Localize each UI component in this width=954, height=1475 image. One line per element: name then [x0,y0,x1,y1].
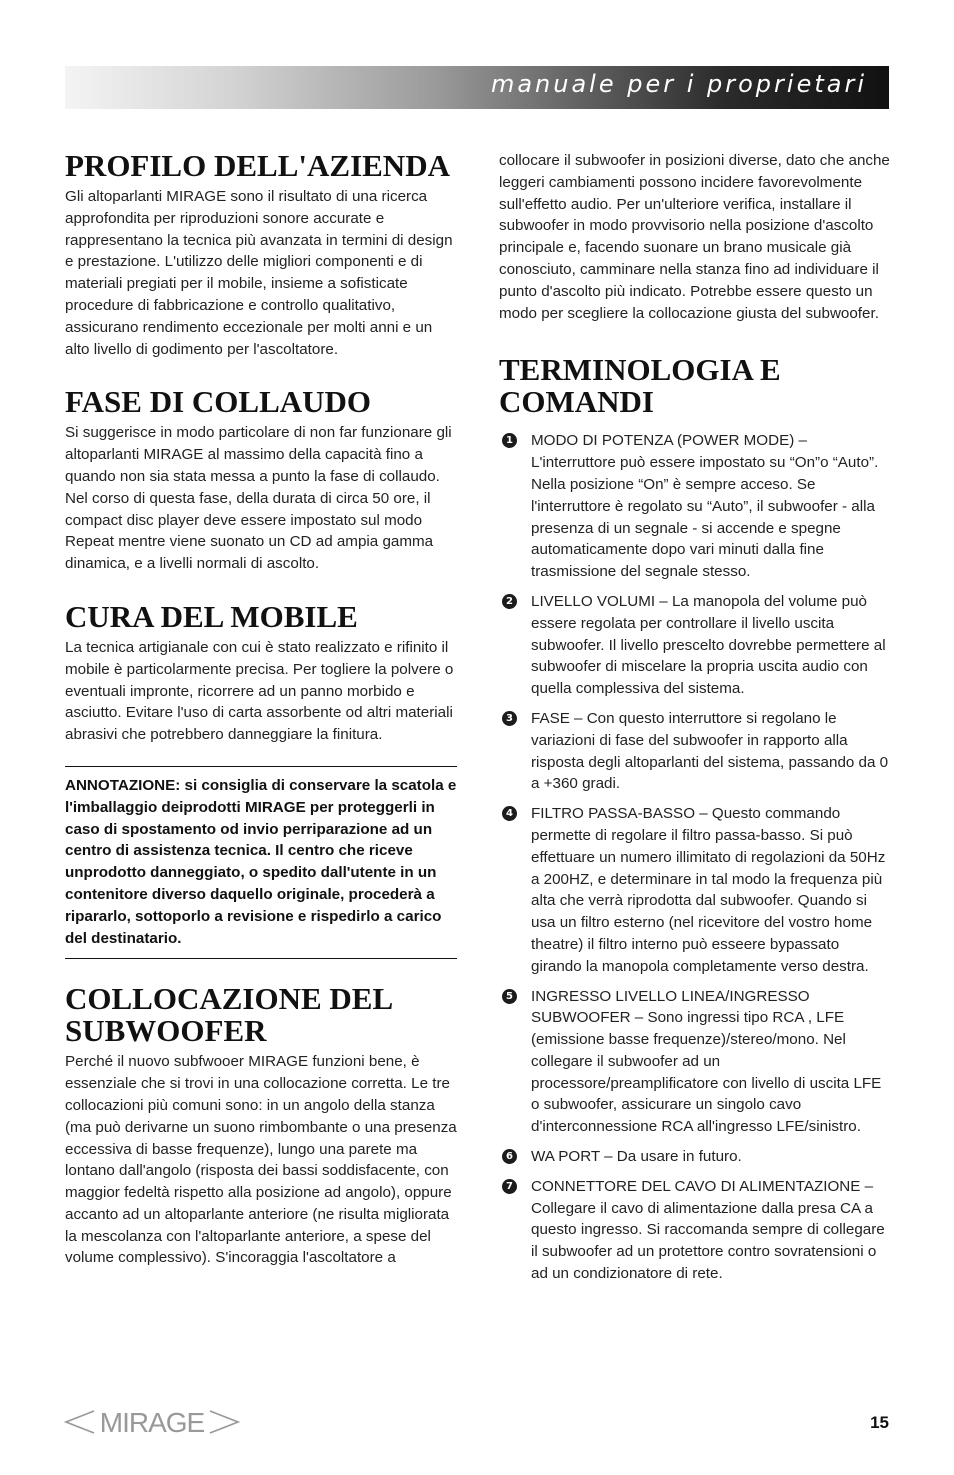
list-item-text: MODO DI POTENZA (POWER MODE) – L'interruttore può essere impostato su “On”o “Auto”. Nella posizione “On” è sempre acceso. Se l'interruttore è regolato su “Auto”, il subwoofer - alla presenza di un segnale - si accende e spegne automaticamente dopo vari minuti dalla fine trasmissione del segnale stesso. [531,432,879,581]
list-item-text: WA PORT – Da usare in futuro. [531,1148,742,1166]
header-title: manuale per i proprietari [490,70,867,98]
list-item-text: FASE – Con questo interruttore si regolano le variazioni di fase del subwoofer in rapporto alla risposta degli altoparlanti del sistema, passando da 0 a +360 gradi. [531,709,889,793]
number-bullet-icon: 1 [502,433,517,448]
section-terminologia [499,354,891,1284]
controls-list [499,430,891,1284]
list-item [499,803,891,977]
section-title: CURA DEL MOBILE [65,598,358,634]
list-item [499,591,891,700]
section-profilo [65,150,457,360]
list-item-text: CONNETTORE DEL CAVO DI ALIMENTAZIONE – Collegare il cavo di alimentazione dalla presa CA a questo ingresso. Si raccomanda sempre di collegare il subwoofer ad un protettore contro sovratensioni o ad un condizionatore di rete. [531,1177,885,1283]
section-collocazione-continued [499,150,891,324]
right-column [499,150,891,1311]
page-number: 15 [870,1413,889,1432]
mirage-logo [64,1405,240,1439]
list-item-text: LIVELLO VOLUMI – La manopola del volume può essere regolata per controllare il livello uscita subwoofer. Il livello prescelto dovrebbe permettere al subwoofer di miscelare la propria uscita audio con quella complessiva del sistema. [531,592,886,698]
header-band [65,66,889,109]
section-cura [65,598,457,746]
list-item [499,430,891,583]
left-column [65,150,457,1295]
note-box [65,766,457,959]
number-bullet-icon: 4 [502,806,517,821]
section-title: COLLOCAZIONE DEL SUBWOOFER [65,981,392,1049]
section-title: TERMINOLOGIA E COMANDI [499,352,781,420]
section-collocazione [65,983,457,1269]
number-bullet-icon: 6 [502,1149,517,1164]
number-bullet-icon: 7 [502,1179,517,1194]
list-item [499,1176,891,1285]
section-title: PROFILO DELL'AZIENDA [65,148,450,183]
section-body-continued: collocare il subwoofer in posizioni diverse, dato che anche leggeri cambiamenti possono incidere favorevolmente sull'effetto audio. Per un'ulteriore verifica, installare il subwoofer in modo provvisorio nella posizione d'ascolto principale e, facendo suonare un brano musicale già conosciuto, camminare nella stanza fino ad individuare il punto d'ascolto più indicato. Potrebbe essere questo un modo per scegliere la collocazione giusta del subwoofer. [499,152,890,322]
number-bullet-icon: 3 [502,711,517,726]
list-item-text: FILTRO PASSA-BASSO – Questo commando permette di regolare il filtro passa-basso. Si può effettuare un numero illimitato di regolazioni da 50Hz a 200HZ, e determinare in tal modo la frequenza più alta che verrà riprodotta dal subwoofer. Quando si usa un filtro esterno (nel ricevitore del vostro home theatre) il filtro interno può esseere bypassato girando la manopola completamente verso destra. [531,805,886,975]
list-item-text: INGRESSO LIVELLO LINEA/INGRESSO SUBWOOFER – Sono ingressi tipo RCA , LFE (emissione basse frequenze)/stereo/mono. Nel collegare il subwoofer ad un processore/preamplificatore con livello di uscita LFE o subwoofer, assicurare un singolo cavo d'interconnessione RCA all'ingresso LFE/sinistro. [531,987,882,1136]
number-bullet-icon: 5 [502,989,517,1004]
number-bullet-icon: 2 [502,594,517,609]
section-body: Si suggerisce in modo particolare di non far funzionare gli altoparlanti MIRAGE al massimo della capacità fino a quando non sia stata messa a punto la fase di collaudo. Nel corso di questa fase, della durata di circa 50 ore, il compact disc player deve essere impostato sul modo Repeat mentre viene suonato un CD ad ampia gamma dinamica, e a livelli normali di ascolto. [65,424,452,573]
list-item [499,708,891,795]
note-text: ANNOTAZIONE: si consiglia di conservare la scatola e l'imballaggio deiprodotti MIRAGE per proteggerli in caso di spostamento od invio perriparazione ad un centro di assistenza tecnica. Il centro che riceve unprodotto danneggiato, o spedito dall'utente in un contenitore diverso daquello originale, procederà a ripararlo, sottoporlo a revisione e rispedirlo a carico del destinatario. [65,776,457,947]
logo-text: MIRAGE [99,1407,205,1438]
section-title: FASE DI COLLAUDO [65,384,372,420]
section-collaudo [65,386,457,575]
list-item [499,1146,891,1168]
section-body: Gli altoparlanti MIRAGE sono il risultato di una ricerca approfondita per riproduzioni sonore accurate e rappresentano la tecnica più avanzata in termini di design e prestazione. L'utilizzo delle migliori componenti e di materiali pregiati per il mobile, insieme a sofisticate procedure di fabbricazione e controllo qualitativo, assicurano rendimento eccezionale per molti anni e un alto livello di godimento per l'ascoltatore. [65,188,453,358]
section-body: Perché il nuovo subfwooer MIRAGE funzioni bene, è essenziale che si trovi in una collocazione corretta. Le tre collocazioni più comuni sono: in un angolo della stanza (ma può derivarne un suono rimbombante o una presenza eccessiva di basse frequenze), lungo una parete ma lontano dall'angolo (risposta dei bassi soddisfacente, con maggior fedeltà rispetto alla posizione ad angolo), oppure accanto ad un altoparlante anteriore (ne risulta migliorata la mescolanza con l'altoparlante anteriore, a spese del volume complessivo). S'incoraggia l'ascoltatore a [65,1053,457,1267]
list-item [499,986,891,1139]
section-body: La tecnica artigianale con cui è stato realizzato e rifinito il mobile è particolarmente precisa. Per togliere la polvere o eventuali impronte, ricorrere ad un panno morbido e asciutto. Evitare l'uso di carta assorbente od altri materiali abrasivi che potrebbero danneggiare la finitura. [65,638,454,744]
